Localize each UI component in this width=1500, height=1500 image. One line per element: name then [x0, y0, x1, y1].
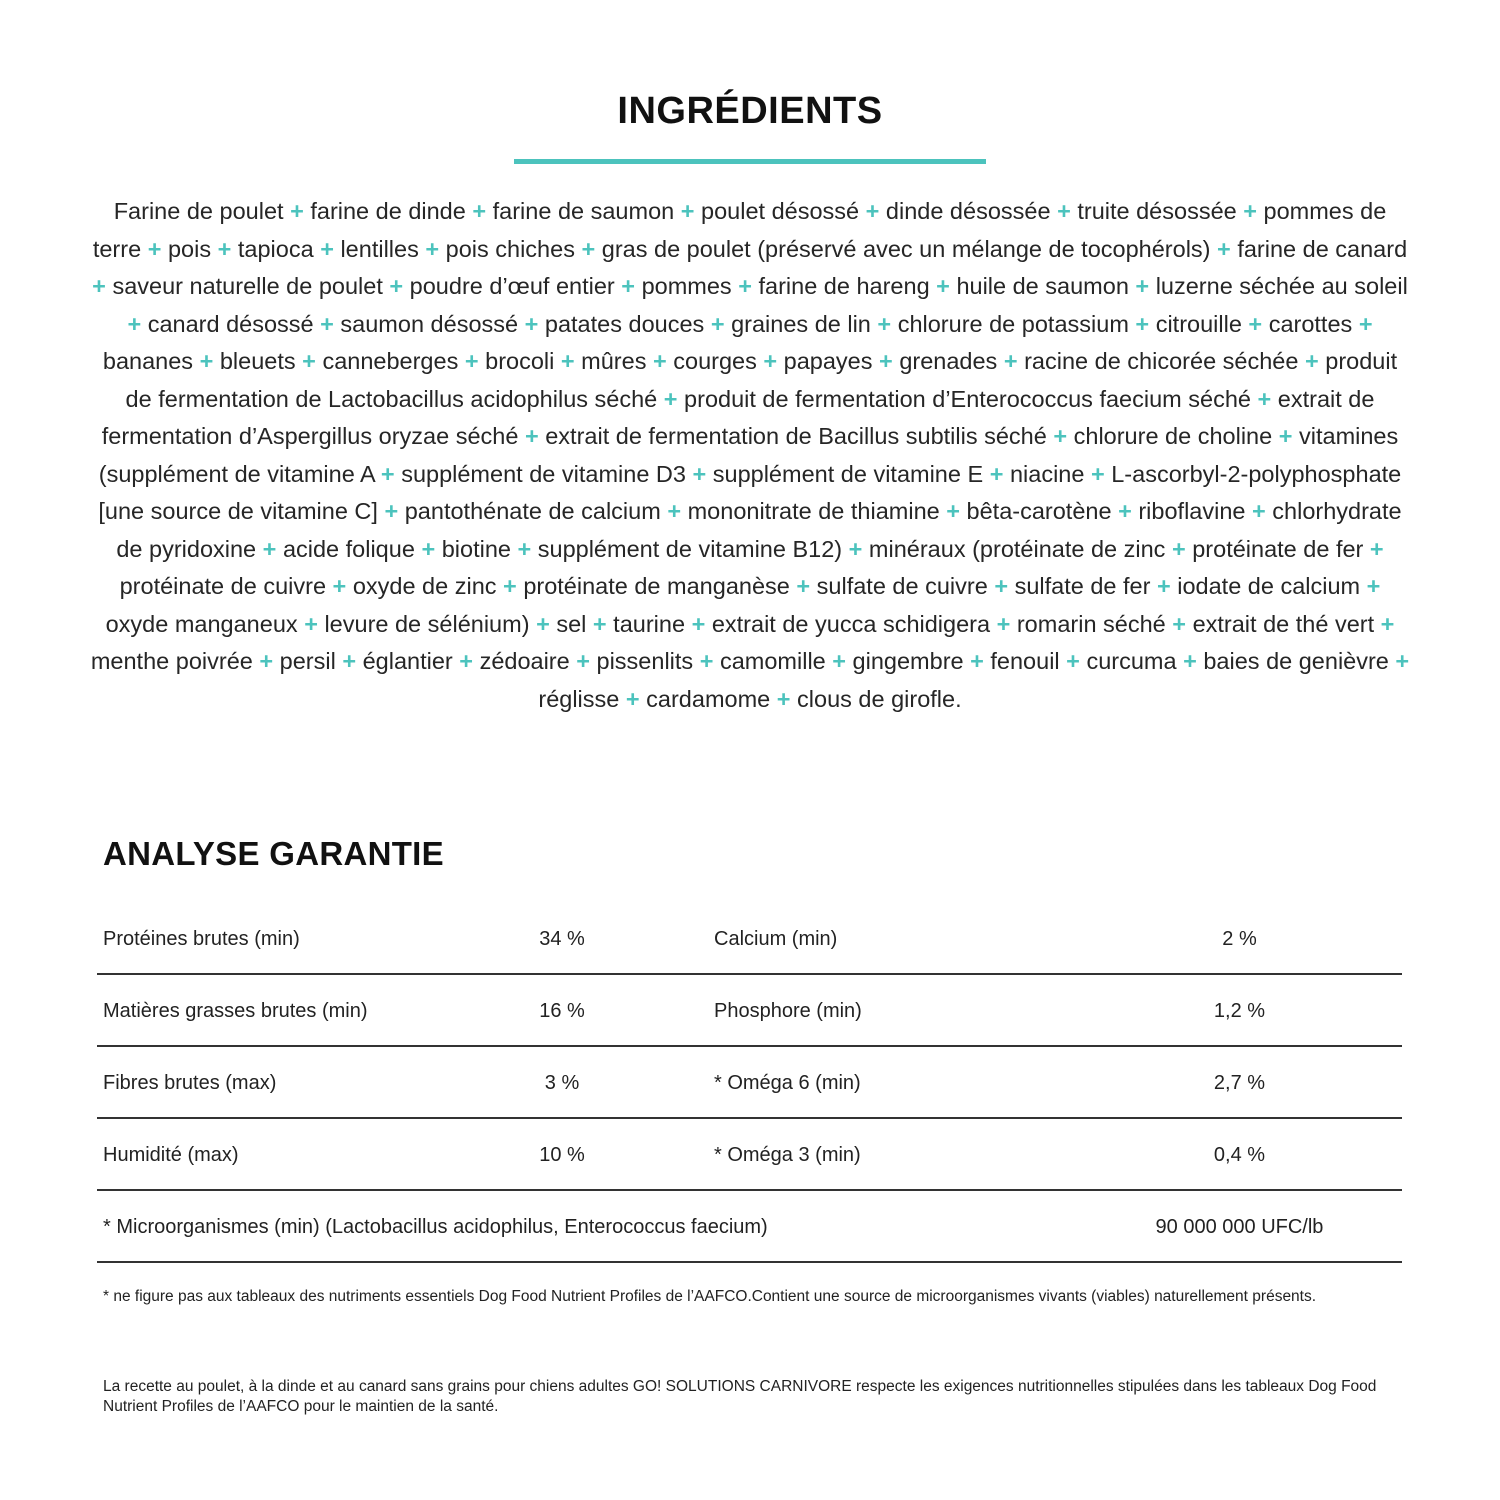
- ingredient-item: taurine: [613, 610, 686, 637]
- ingredient-item: menthe poivrée: [90, 648, 253, 674]
- ingredient-item: tapioca: [237, 235, 314, 262]
- plus-separator-icon: +: [1252, 498, 1266, 524]
- plus-separator-icon: +: [832, 648, 847, 674]
- ingredient-item: églantier: [362, 648, 453, 674]
- plus-separator-icon: +: [1369, 535, 1384, 562]
- plus-separator-icon: +: [699, 648, 714, 674]
- plus-separator-icon: +: [625, 685, 640, 712]
- ingredient-item: pommes de terre: [92, 198, 1387, 262]
- plus-separator-icon: +: [342, 648, 357, 674]
- plus-separator-icon: +: [524, 310, 539, 337]
- plus-separator-icon: +: [536, 610, 550, 637]
- ingredient-item: vitamines (supplément de vitamine A: [98, 423, 1399, 487]
- ingredient-item: zédoaire: [479, 648, 570, 674]
- nutrient-value: 10 %: [539, 1144, 585, 1166]
- ingredients-list: [90, 193, 1410, 718]
- nutrient-value: 1,2 %: [1213, 1000, 1266, 1022]
- plus-separator-icon: +: [970, 648, 984, 674]
- plus-separator-icon: +: [1183, 648, 1197, 674]
- ingredient-item: persil: [279, 648, 336, 674]
- plus-separator-icon: +: [667, 498, 682, 524]
- plus-separator-icon: +: [691, 610, 706, 637]
- table-row-microorganisms: [97, 1191, 1402, 1263]
- plus-separator-icon: +: [1217, 235, 1231, 262]
- table-row: [97, 903, 1402, 975]
- ingredient-item: cardamome: [646, 685, 771, 712]
- plus-separator-icon: +: [384, 498, 399, 524]
- table-row: [97, 1047, 1402, 1119]
- plus-separator-icon: +: [92, 273, 106, 299]
- ingredient-item: sulfate de cuivre: [816, 573, 988, 599]
- aafco-footnote: * ne figure pas aux tableaux des nutriments essentiels Dog Food Nutrient Profiles de l’AAFCO.Contient une source de microorganismes vivants (viables) naturellement présents.: [103, 1288, 1317, 1305]
- plus-separator-icon: +: [796, 573, 811, 599]
- plus-separator-icon: +: [621, 273, 636, 299]
- plus-separator-icon: +: [459, 648, 474, 674]
- plus-separator-icon: +: [1171, 535, 1186, 562]
- ingredient-item: racine de chicorée séchée: [1024, 348, 1299, 374]
- plus-separator-icon: +: [996, 610, 1011, 637]
- ingredient-item: extrait de fermentation de Bacillus subtilis séché: [545, 423, 1047, 449]
- nutrient-value: 2 %: [1222, 928, 1257, 950]
- nutrient-label: Phosphore (min): [714, 1000, 862, 1022]
- plus-separator-icon: +: [776, 685, 791, 712]
- ingredient-item: pois: [167, 235, 212, 262]
- plus-separator-icon: +: [380, 460, 395, 487]
- plus-separator-icon: +: [421, 535, 436, 562]
- nutrient-value: 90 000 000 UFC/lb: [1155, 1216, 1324, 1238]
- ingredient-item: bananes: [102, 348, 194, 374]
- nutrient-label: Calcium (min): [714, 928, 838, 950]
- ingredient-item: réglisse: [538, 685, 620, 712]
- ingredient-item: protéinate de cuivre: [119, 573, 327, 599]
- nutrient-value: 16 %: [539, 1000, 585, 1022]
- ingredient-item: courges: [673, 348, 757, 374]
- ingredient-item: curcuma: [1086, 648, 1177, 674]
- plus-separator-icon: +: [1366, 573, 1381, 599]
- ingredient-item: saveur naturelle de poulet: [112, 273, 383, 299]
- ingredient-item: sulfate de fer: [1014, 573, 1151, 599]
- plus-separator-icon: +: [652, 348, 667, 374]
- ingredient-item: produit de fermentation de Lactobacillus acidophilus séché: [125, 348, 1398, 412]
- nutrient-label: Protéines brutes (min): [103, 928, 300, 950]
- ingredient-item: patates douces: [544, 310, 705, 337]
- ingredient-item: biotine: [441, 535, 511, 562]
- plus-separator-icon: +: [320, 235, 334, 262]
- ingredient-item: farine de dinde: [310, 198, 466, 224]
- analysis-table: [97, 903, 1402, 1263]
- ingredient-item: lentilles: [340, 235, 419, 262]
- ingredient-item: canneberges: [322, 348, 459, 374]
- plus-separator-icon: +: [738, 273, 752, 299]
- ingredient-item: luzerne séchée au soleil: [1155, 273, 1408, 299]
- plus-separator-icon: +: [290, 198, 304, 224]
- plus-separator-icon: +: [994, 573, 1009, 599]
- plus-separator-icon: +: [147, 235, 162, 262]
- ingredient-item: bleuets: [219, 348, 296, 374]
- ingredient-item: chlorure de potassium: [897, 310, 1129, 337]
- ingredient-item: pommes: [641, 273, 732, 299]
- ingredient-item: extrait de thé vert: [1192, 610, 1375, 637]
- ingredient-item: clous de girofle.: [797, 685, 962, 712]
- ingredient-item: poulet désossé: [701, 198, 860, 224]
- ingredient-item: oxyde de zinc: [352, 573, 497, 599]
- ingredient-item: dinde désossée: [885, 198, 1051, 224]
- ingredient-item: baies de genièvre: [1203, 648, 1389, 674]
- plus-separator-icon: +: [464, 348, 479, 374]
- ingredient-item: canard désossé: [147, 310, 314, 337]
- plus-separator-icon: +: [879, 348, 893, 374]
- nutrient-value: 2,7 %: [1213, 1072, 1266, 1094]
- nutrient-label: * Oméga 6 (min): [714, 1072, 861, 1094]
- plus-separator-icon: +: [692, 460, 707, 487]
- plus-separator-icon: +: [389, 273, 404, 299]
- plus-separator-icon: +: [1090, 460, 1105, 487]
- plus-separator-icon: +: [560, 348, 575, 374]
- plus-separator-icon: +: [472, 198, 487, 224]
- ingredient-item: Farine de poulet: [113, 198, 284, 224]
- ingredient-item: poudre d’œuf entier: [409, 273, 615, 299]
- plus-separator-icon: +: [1135, 310, 1150, 337]
- plus-separator-icon: +: [1395, 648, 1410, 674]
- plus-separator-icon: +: [680, 198, 695, 224]
- plus-separator-icon: +: [877, 310, 892, 337]
- plus-separator-icon: +: [848, 535, 863, 562]
- plus-separator-icon: +: [1243, 198, 1257, 224]
- nutrient-value: 34 %: [539, 928, 585, 950]
- plus-separator-icon: +: [517, 535, 532, 562]
- ingredient-item: supplément de vitamine E: [712, 460, 984, 487]
- ingredient-item: pissenlits: [596, 648, 694, 674]
- analysis-title: ANALYSE GARANTIE: [103, 835, 444, 872]
- nutrient-label: * Microorganismes (min) (Lactobacillus acidophilus, Enterococcus faecium): [103, 1216, 768, 1238]
- ingredient-item: supplément de vitamine B12): [537, 535, 843, 562]
- plus-separator-icon: +: [1066, 648, 1080, 674]
- plus-separator-icon: +: [1248, 310, 1263, 337]
- ingredient-item: mûres: [581, 348, 647, 374]
- table-row: [97, 975, 1402, 1047]
- ingredient-item: grenades: [899, 348, 998, 374]
- nutrient-label: * Oméga 3 (min): [714, 1144, 861, 1166]
- ingredient-item: carottes: [1268, 310, 1353, 337]
- plus-separator-icon: +: [127, 310, 142, 337]
- plus-separator-icon: +: [1304, 348, 1319, 374]
- plus-separator-icon: +: [1278, 423, 1293, 449]
- ingredient-item: pois chiches: [445, 235, 575, 262]
- nutrient-value: 0,4 %: [1213, 1144, 1266, 1166]
- plus-separator-icon: +: [503, 573, 517, 599]
- plus-separator-icon: +: [1358, 310, 1373, 337]
- aafco-statement: La recette au poulet, à la dinde et au canard sans grains pour chiens adultes GO! SOLUTIONS CARNIVORE respecte les exigences nutritionnelles stipulées dans les tableaux Dog Food Nutrient Profiles de l’AAFCO pour le maintien de la santé.: [103, 1378, 1377, 1415]
- plus-separator-icon: +: [262, 535, 277, 562]
- title-underline: [514, 159, 986, 164]
- ingredient-item: chlorhydrate de pyridoxine: [116, 498, 1402, 562]
- plus-separator-icon: +: [1172, 610, 1187, 637]
- ingredient-item: supplément de vitamine D3: [401, 460, 686, 487]
- ingredient-item: mononitrate de thiamine: [687, 498, 940, 524]
- plus-separator-icon: +: [199, 348, 214, 374]
- plus-separator-icon: +: [581, 235, 596, 262]
- ingredient-item: fenouil: [990, 648, 1060, 674]
- plus-separator-icon: +: [302, 348, 316, 374]
- plus-separator-icon: +: [1057, 198, 1071, 224]
- plus-separator-icon: +: [1053, 423, 1068, 449]
- ingredient-item: minéraux (protéinate de zinc: [868, 535, 1166, 562]
- plus-separator-icon: +: [425, 235, 440, 262]
- ingredient-item: riboflavine: [1138, 498, 1246, 524]
- plus-separator-icon: +: [304, 610, 318, 637]
- ingredient-item: protéinate de manganèse: [523, 573, 790, 599]
- ingredient-item: romarin séché: [1016, 610, 1166, 637]
- ingredient-item: pantothénate de calcium: [404, 498, 661, 524]
- ingredient-item: truite désossée: [1077, 198, 1237, 224]
- ingredient-item: protéinate de fer: [1192, 535, 1364, 562]
- nutrient-label: Matières grasses brutes (min): [103, 1000, 368, 1022]
- plus-separator-icon: +: [320, 310, 334, 337]
- plus-separator-icon: +: [763, 348, 778, 374]
- plus-separator-icon: +: [1257, 385, 1272, 412]
- plus-separator-icon: +: [259, 648, 274, 674]
- ingredient-item: farine de saumon: [492, 198, 675, 224]
- ingredient-item: camomille: [719, 648, 826, 674]
- ingredient-item: brocoli: [485, 348, 555, 374]
- ingredient-item: gras de poulet (préservé avec un mélange de tocophérols): [601, 235, 1211, 262]
- plus-separator-icon: +: [592, 610, 607, 637]
- plus-separator-icon: +: [663, 385, 678, 412]
- ingredient-item: iodate de calcium: [1177, 573, 1361, 599]
- nutrient-value: 3 %: [544, 1072, 580, 1094]
- plus-separator-icon: +: [1118, 498, 1132, 524]
- ingredient-item: graines de lin: [731, 310, 871, 337]
- plus-separator-icon: +: [524, 423, 539, 449]
- ingredient-item: farine de hareng: [758, 273, 930, 299]
- plus-separator-icon: +: [989, 460, 1004, 487]
- ingredient-item: gingembre: [852, 648, 964, 674]
- plus-separator-icon: +: [710, 310, 725, 337]
- ingredient-item: levure de sélénium): [324, 610, 530, 637]
- nutrient-label: Fibres brutes (max): [103, 1072, 277, 1094]
- ingredient-item: L-ascorbyl-2-polyphosphate [une source de vitamine C]: [98, 460, 1402, 524]
- plus-separator-icon: +: [1156, 573, 1171, 599]
- plus-separator-icon: +: [946, 498, 960, 524]
- ingredient-item: farine de canard: [1237, 235, 1408, 262]
- plus-separator-icon: +: [1380, 610, 1395, 637]
- plus-separator-icon: +: [217, 235, 232, 262]
- ingredient-item: niacine: [1009, 460, 1085, 487]
- ingredient-item: produit de fermentation d’Enterococcus faecium séché: [684, 385, 1251, 412]
- ingredient-item: oxyde manganeux: [105, 610, 298, 637]
- plus-separator-icon: +: [936, 273, 950, 299]
- ingredient-item: extrait de fermentation d’Aspergillus oryzae séché: [101, 385, 1375, 449]
- nutrient-label: Humidité (max): [103, 1144, 239, 1166]
- ingredient-item: chlorure de choline: [1073, 423, 1273, 449]
- table-row: [97, 1119, 1402, 1191]
- ingredient-item: citrouille: [1155, 310, 1242, 337]
- plus-separator-icon: +: [1003, 348, 1018, 374]
- ingredient-item: acide folique: [282, 535, 415, 562]
- plus-separator-icon: +: [332, 573, 347, 599]
- ingredient-item: huile de saumon: [956, 273, 1129, 299]
- ingredient-item: saumon désossé: [340, 310, 519, 337]
- ingredients-title: INGRÉDIENTS: [617, 90, 883, 132]
- ingredient-item: extrait de yucca schidigera: [711, 610, 991, 637]
- ingredient-item: sel: [556, 610, 587, 637]
- plus-separator-icon: +: [1135, 273, 1150, 299]
- ingredient-item: bêta-carotène: [966, 498, 1112, 524]
- plus-separator-icon: +: [865, 198, 880, 224]
- plus-separator-icon: +: [576, 648, 590, 674]
- ingredient-item: papayes: [783, 348, 873, 374]
